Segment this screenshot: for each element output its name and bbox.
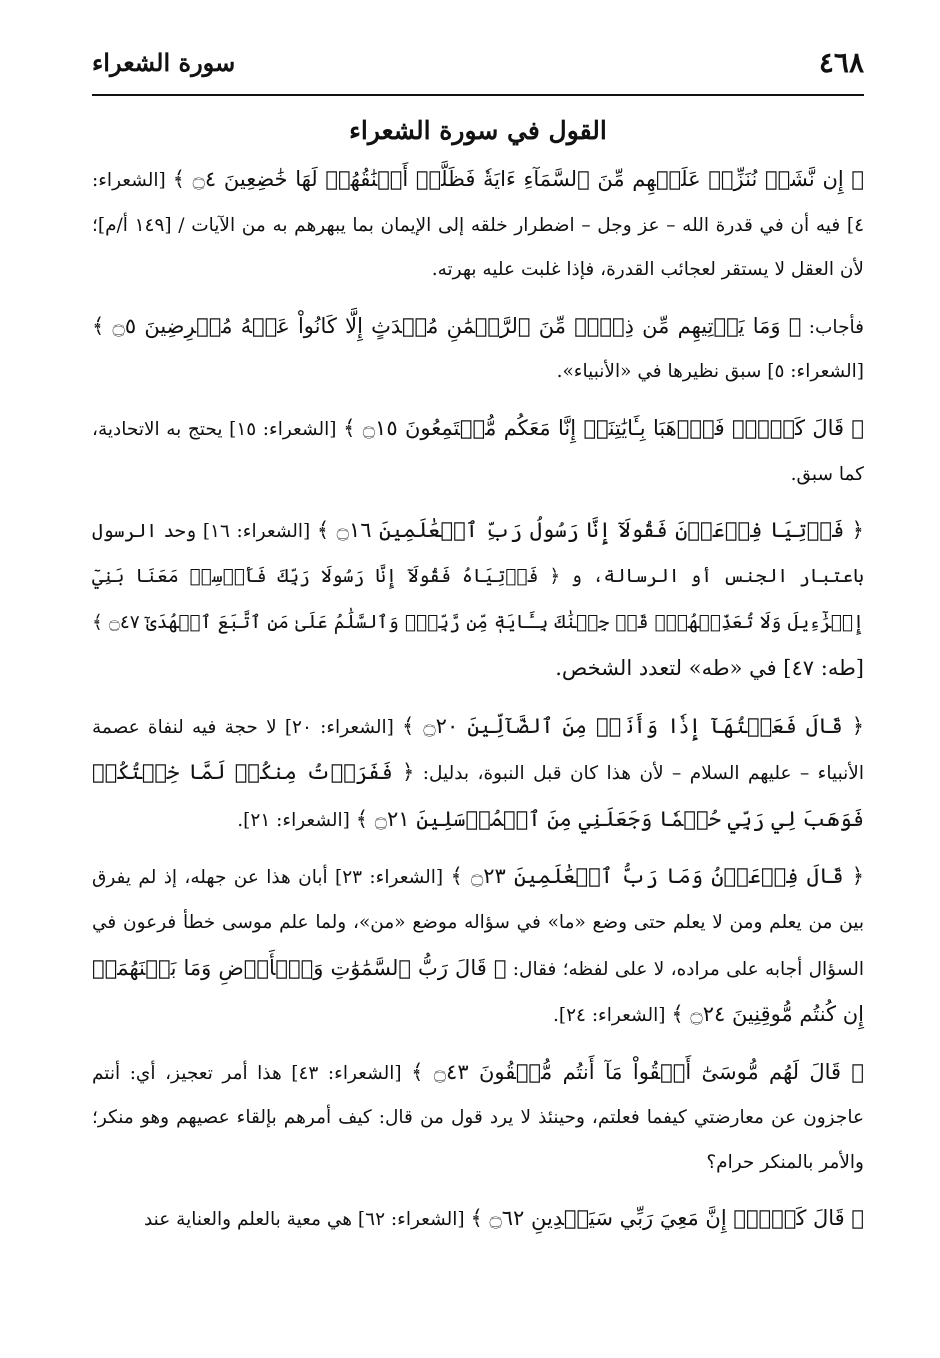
quran-verse: [طه: ٤٧] في «طه» لتعدد الشخص.	[555, 655, 864, 680]
commentary-text: [الشعراء: ٢٣] أبان هذا عن جهله، إذ لم يفرق بين من يعلم ومن لا يعلم حتى وضع «ما» في سؤاله موضع «من»، ولما علم موسى خطأ فرعون في السؤال أجابه على مراده، لا على لفظه؛ فقال:	[92, 867, 864, 980]
commentary-text: [الشعراء: ٤٣] هذا أمر تعجيز، أي: أنتم عاجزون عن معارضتي كيفما فعلتم، وحينئذ لا يرد قول من قال: كيف أمرهم بإلقاء عصيهم وهو منكر؛ والأمر بالمنكر حرام؟	[92, 1062, 864, 1173]
commentary-text: [الشعراء: ١٦] وحد الرسول باعتبار الجنس أو الرسالة، و	[92, 521, 864, 587]
paragraph	[92, 157, 864, 293]
page-body	[92, 157, 864, 1243]
commentary-text: [الشعراء: ٢٤].	[552, 1005, 672, 1027]
quran-verse: ﴿ قَالَ كَلَّآۖ إِنَّ مَعِيَ رَبِّي سَيَهۡدِينِ ۝٦٢ ﴾	[470, 1206, 864, 1231]
commentary-text: [الشعراء: ٦٢] هي معية بالعلم والعناية عند	[143, 1209, 471, 1231]
commentary-text: [الشعراء: ٢٠] لا حجة فيه لنفاة عصمة الأنبياء – عليهم السلام – لأن هذا كان قبل النبوة، بدليل:	[92, 716, 864, 785]
running-header	[92, 40, 864, 96]
book-page	[92, 40, 864, 1243]
quran-verse: ﴿ قَالَ لَهُم مُّوسَىٰٓ أَلۡقُواْ مَآ أَنتُم مُّلۡقُونَ ۝٤٣ ﴾	[411, 1059, 865, 1084]
quran-verse: ﴿ قَالَ فَعَلۡتُهَآ إِذٗا وَأَنَا۠ مِنَ ٱلضَّآلِّينَ ۝٢٠ ﴾	[402, 713, 865, 738]
quran-verse: ﴿ فَأۡتِيَا فِرۡعَوۡنَ فَقُولَآ إِنَّا رَسُولُ رَبِّ ٱلۡعَٰلَمِينَ ۝١٦ ﴾	[316, 518, 864, 543]
quran-verse: ﴿ فَفَرَرۡتُ مِنكُمۡ لَمَّا خِفۡتُكُمۡ فَوَهَبَ لِي رَبِّي حُكۡمٗا وَجَعَلَنِي مِنَ ٱلۡمُرۡسَلِينَ ۝٢١ ﴾	[92, 760, 864, 831]
commentary-text: ﴿ فَأۡتِيَاهُ فَقُولَآ إِنَّا رَسُولَا رَبِّكَ فَأَرۡسِلۡ مَعَنَا بَنِيٓ إِسۡرَٰٓءِيلَ وَلَا تُعَذِّبۡهُمۡۖ قَدۡ جِئۡنَٰكَ بِـَٔايَةٖ مِّن رَّبِّكَۖ وَٱلسَّلَٰمُ عَلَىٰ مَنِ ٱتَّبَعَ ٱلۡهُدَىٰٓ ۝٤٧ ﴾	[92, 565, 864, 634]
commentary-text: [الشعراء: ٢١].	[237, 809, 356, 831]
paragraph	[92, 1196, 864, 1243]
quran-verse: ﴿ إِن نَّشَأۡ نُنَزِّلۡ عَلَيۡهِم مِّنَ ٱلسَّمَآءِ ءَايَةٗ فَظَلَّتۡ أَعۡنَٰقُهُمۡ لَهَا خَٰضِعِينَ ۝٤ ﴾	[172, 167, 864, 191]
paragraph	[92, 704, 864, 844]
paragraph	[92, 854, 864, 1038]
paragraph	[92, 1050, 864, 1186]
paragraph	[92, 406, 864, 497]
page-number: ٤٦٨	[818, 46, 864, 79]
quran-verse: ﴿ قَالَ فِرۡعَوۡنُ وَمَا رَبُّ ٱلۡعَٰلَمِينَ ۝٢٣ ﴾	[450, 864, 865, 889]
commentary-text: [الشعراء: ١٥] يحتج به الاتحادية، كما سبق.	[92, 418, 864, 485]
quran-verse: ﴿ قَالَ كَلَّاۖ فَٱذۡهَبَا بِـَٔايَٰتِنَآۖ إِنَّا مَعَكُم مُّسۡتَمِعُونَ ۝١٥ ﴾	[343, 415, 865, 440]
quran-verse: ﴿ قَالَ رَبُّ ٱلسَّمَٰوَٰتِ وَٱلۡأَرۡضِ وَمَا بَيۡنَهُمَآۖ إِن كُنتُم مُّوقِنِينَ ۝٢٤ ﴾	[92, 955, 864, 1027]
running-header-surah: سورة الشعراء	[92, 48, 236, 77]
commentary-text: فأجاب:	[801, 316, 864, 338]
commentary-text: [الشعراء: ٥] سبق نظيرها في «الأنبياء».	[556, 361, 864, 383]
commentary-text: [الشعراء: ٤] فيه أن في قدرة الله – عز وجل – اضطرار خلقه إلى الإيمان بما يبهرهم به من الآيات / [١٤٩ أ/م]؛ لأن العقل لا يستقر لعجائب القدرة، فإذا غلبت عليه بهرته.	[92, 170, 864, 281]
paragraph	[92, 304, 864, 395]
quran-verse: ﴿ وَمَا يَأۡتِيهِم مِّن ذِكۡرٖ مِّنَ ٱلرَّحۡمَٰنِ مُحۡدَثٍ إِلَّا كَانُواْ عَنۡهُ مُعۡرِضِينَ ۝٥ ﴾	[92, 313, 802, 338]
section-title: القول في سورة الشعراء	[349, 116, 607, 145]
paragraph	[92, 508, 864, 692]
